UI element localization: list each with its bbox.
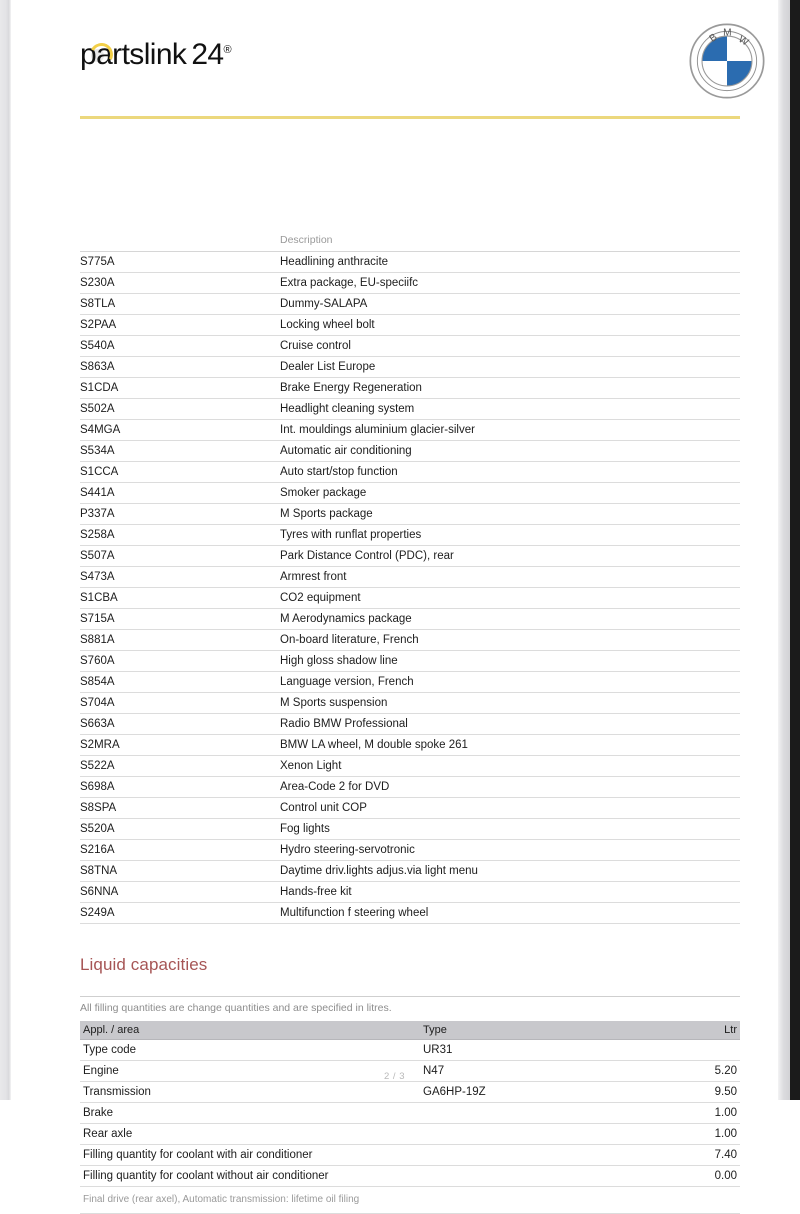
table-row bbox=[80, 1040, 740, 1061]
cell-description: Locking wheel bolt bbox=[280, 315, 740, 336]
table-row bbox=[80, 819, 740, 840]
table-row bbox=[80, 273, 740, 294]
cell-code: S863A bbox=[80, 357, 280, 378]
cell-code: S473A bbox=[80, 567, 280, 588]
table-row bbox=[80, 462, 740, 483]
cell-code: S216A bbox=[80, 840, 280, 861]
column-header-code bbox=[80, 234, 280, 252]
viewer-right-edge bbox=[778, 0, 790, 1100]
cell-code: S8SPA bbox=[80, 798, 280, 819]
table-row bbox=[80, 756, 740, 777]
cell-area: Filling quantity for coolant with air conditioner bbox=[80, 1145, 420, 1166]
cell-code: S441A bbox=[80, 483, 280, 504]
cell-description: Radio BMW Professional bbox=[280, 714, 740, 735]
cell-description: Control unit COP bbox=[280, 798, 740, 819]
table-row bbox=[80, 483, 740, 504]
liquid-capacities-table bbox=[80, 1021, 740, 1187]
cell-area: Brake bbox=[80, 1103, 420, 1124]
table-row bbox=[80, 714, 740, 735]
table-row bbox=[80, 567, 740, 588]
cell-description: Language version, French bbox=[280, 672, 740, 693]
cell-code: S1CBA bbox=[80, 588, 280, 609]
page-number: 2 / 3 bbox=[384, 1071, 405, 1082]
cell-type bbox=[420, 1103, 670, 1124]
cell-type bbox=[420, 1145, 670, 1166]
cell-code: S507A bbox=[80, 546, 280, 567]
cell-description: Extra package, EU-speciifc bbox=[280, 273, 740, 294]
cell-type: UR31 bbox=[420, 1040, 670, 1061]
cell-area: Filling quantity for coolant without air conditioner bbox=[80, 1166, 420, 1187]
table-row bbox=[80, 315, 740, 336]
table-row bbox=[80, 504, 740, 525]
document-page bbox=[11, 0, 778, 1205]
cell-code: S881A bbox=[80, 630, 280, 651]
table-row bbox=[80, 798, 740, 819]
logo-word: artslink bbox=[96, 38, 187, 71]
cell-type: GA6HP-19Z bbox=[420, 1082, 670, 1103]
cell-code: S715A bbox=[80, 609, 280, 630]
cell-code: S2PAA bbox=[80, 315, 280, 336]
cell-description: BMW LA wheel, M double spoke 261 bbox=[280, 735, 740, 756]
cell-code: S1CCA bbox=[80, 462, 280, 483]
svg-text:B: B bbox=[707, 31, 720, 45]
equipment-table-body bbox=[80, 252, 740, 924]
cell-code: S8TNA bbox=[80, 861, 280, 882]
cell-code: P337A bbox=[80, 504, 280, 525]
svg-text:W: W bbox=[736, 33, 751, 49]
table-row bbox=[80, 378, 740, 399]
cell-description: Int. mouldings aluminium glacier-silver bbox=[280, 420, 740, 441]
cell-description: Smoker package bbox=[280, 483, 740, 504]
table-row bbox=[80, 588, 740, 609]
cell-code: S502A bbox=[80, 399, 280, 420]
cell-description: Cruise control bbox=[280, 336, 740, 357]
cell-description: Area-Code 2 for DVD bbox=[280, 777, 740, 798]
cell-ltr: 5.20 bbox=[670, 1061, 740, 1082]
cell-area: Rear axle bbox=[80, 1124, 420, 1145]
table-row bbox=[80, 420, 740, 441]
table-row bbox=[80, 630, 740, 651]
table-row bbox=[80, 1124, 740, 1145]
cell-code: S698A bbox=[80, 777, 280, 798]
table-row bbox=[80, 252, 740, 273]
table-row bbox=[80, 693, 740, 714]
cell-description: Auto start/stop function bbox=[280, 462, 740, 483]
cell-code: S4MGA bbox=[80, 420, 280, 441]
cell-ltr bbox=[670, 1040, 740, 1061]
cell-code: S8TLA bbox=[80, 294, 280, 315]
table-row bbox=[80, 1082, 740, 1103]
liquid-capacities-body bbox=[80, 1040, 740, 1187]
table-row bbox=[80, 777, 740, 798]
table-row bbox=[80, 651, 740, 672]
partslink24-logo-text bbox=[80, 40, 231, 70]
cell-code: S854A bbox=[80, 672, 280, 693]
table-row bbox=[80, 609, 740, 630]
cell-code: S775A bbox=[80, 252, 280, 273]
cell-description: Xenon Light bbox=[280, 756, 740, 777]
liquid-capacities-header-row bbox=[80, 1021, 740, 1040]
table-row bbox=[80, 882, 740, 903]
cell-ltr: 0.00 bbox=[670, 1166, 740, 1187]
equipment-table-header-row bbox=[80, 234, 740, 252]
cell-description: Multifunction f steering wheel bbox=[280, 903, 740, 924]
section-title-liquid-capacities: Liquid capacities bbox=[80, 955, 208, 974]
table-row bbox=[80, 861, 740, 882]
cell-description: M Aerodynamics package bbox=[280, 609, 740, 630]
cell-code: S249A bbox=[80, 903, 280, 924]
cell-code: S258A bbox=[80, 525, 280, 546]
logo-number: 24 bbox=[191, 38, 224, 71]
cell-code: S1CDA bbox=[80, 378, 280, 399]
cell-code: S522A bbox=[80, 756, 280, 777]
table-row bbox=[80, 672, 740, 693]
cell-area: Type code bbox=[80, 1040, 420, 1061]
column-header-type: Type bbox=[420, 1021, 670, 1040]
partslink24-logo bbox=[80, 40, 231, 70]
cell-code: S704A bbox=[80, 693, 280, 714]
table-row bbox=[80, 294, 740, 315]
table-row bbox=[80, 357, 740, 378]
cell-type bbox=[420, 1124, 670, 1145]
cell-description: High gloss shadow line bbox=[280, 651, 740, 672]
cell-description: Brake Energy Regeneration bbox=[280, 378, 740, 399]
cell-description: On-board literature, French bbox=[280, 630, 740, 651]
cell-description: CO2 equipment bbox=[280, 588, 740, 609]
cell-code: S520A bbox=[80, 819, 280, 840]
cell-type bbox=[420, 1166, 670, 1187]
column-header-area: Appl. / area bbox=[80, 1021, 420, 1040]
table-row bbox=[80, 1166, 740, 1187]
cell-area: Transmission bbox=[80, 1082, 420, 1103]
cell-description: M Sports package bbox=[280, 504, 740, 525]
cell-description: Fog lights bbox=[280, 819, 740, 840]
liquid-capacities-note: All filling quantities are change quantities and are specified in litres. bbox=[80, 1002, 392, 1014]
cell-code: S230A bbox=[80, 273, 280, 294]
cell-code: S760A bbox=[80, 651, 280, 672]
cell-description: Automatic air conditioning bbox=[280, 441, 740, 462]
cell-code: S534A bbox=[80, 441, 280, 462]
table-row bbox=[80, 399, 740, 420]
cell-description: Hands-free kit bbox=[280, 882, 740, 903]
cell-description: Daytime driv.lights adjus.via light menu bbox=[280, 861, 740, 882]
cell-ltr: 7.40 bbox=[670, 1145, 740, 1166]
table-row bbox=[80, 1145, 740, 1166]
cell-area: Engine bbox=[80, 1061, 420, 1082]
cell-code: S6NNA bbox=[80, 882, 280, 903]
cell-code: S540A bbox=[80, 336, 280, 357]
cell-code: S2MRA bbox=[80, 735, 280, 756]
document-header bbox=[80, 0, 751, 112]
cell-ltr: 1.00 bbox=[670, 1103, 740, 1124]
column-header-description: Description bbox=[280, 234, 740, 252]
cell-description: M Sports suspension bbox=[280, 693, 740, 714]
table-row bbox=[80, 525, 740, 546]
viewer-scrollbar-track[interactable] bbox=[790, 0, 800, 1100]
table-row bbox=[80, 735, 740, 756]
cell-ltr: 9.50 bbox=[670, 1082, 740, 1103]
cell-description: Dealer List Europe bbox=[280, 357, 740, 378]
cell-type: N47 bbox=[420, 1061, 670, 1082]
cell-description: Park Distance Control (PDC), rear bbox=[280, 546, 740, 567]
cell-description: Tyres with runflat properties bbox=[280, 525, 740, 546]
cell-description: Armrest front bbox=[280, 567, 740, 588]
bmw-roundel-icon bbox=[688, 22, 766, 105]
cell-ltr: 1.00 bbox=[670, 1124, 740, 1145]
viewer-left-edge bbox=[0, 0, 11, 1100]
column-header-ltr: Ltr bbox=[670, 1021, 740, 1040]
table-row bbox=[80, 903, 740, 924]
liquid-capacities-footnote: Final drive (rear axel), Automatic transmission: lifetime oil filing bbox=[80, 1187, 740, 1214]
svg-text:M: M bbox=[723, 27, 732, 39]
cell-description: Headlining anthracite bbox=[280, 252, 740, 273]
gold-divider bbox=[80, 116, 740, 119]
logo-registered-mark: ® bbox=[223, 44, 232, 56]
table-row bbox=[80, 441, 740, 462]
cell-description: Hydro steering-servotronic bbox=[280, 840, 740, 861]
equipment-table bbox=[80, 234, 740, 924]
cell-description: Headlight cleaning system bbox=[280, 399, 740, 420]
cell-description: Dummy-SALAPA bbox=[280, 294, 740, 315]
cell-code: S663A bbox=[80, 714, 280, 735]
table-row bbox=[80, 336, 740, 357]
table-row bbox=[80, 546, 740, 567]
logo-lead-letter: p bbox=[80, 38, 97, 71]
table-row bbox=[80, 840, 740, 861]
table-row bbox=[80, 1103, 740, 1124]
